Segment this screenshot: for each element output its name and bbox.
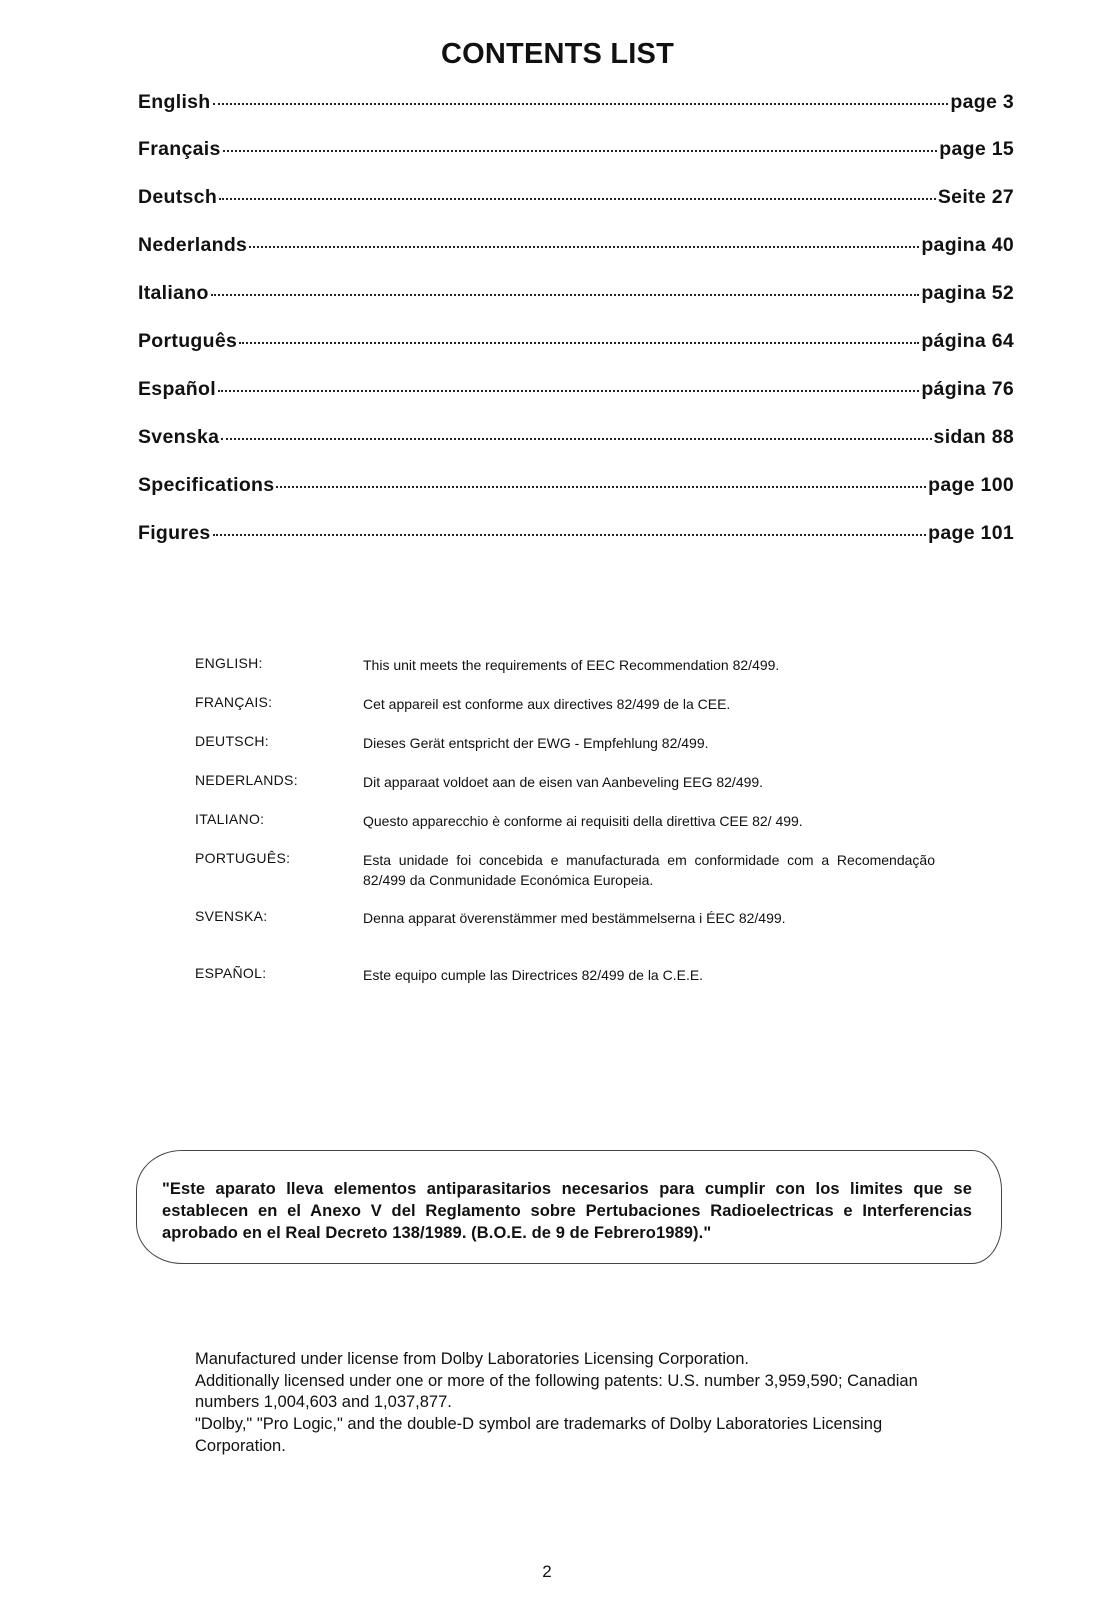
toc-entry-francais [138, 136, 1014, 184]
dot-leader [276, 471, 926, 491]
toc-label: Specifications [138, 473, 275, 496]
declaration-language: NEDERLANDS: [195, 772, 298, 788]
declaration-francais [195, 694, 935, 733]
toc-label: Svenska [138, 425, 220, 448]
toc-page: pagina 52 [921, 282, 1014, 305]
declaration-svenska [195, 908, 935, 965]
declaration-text: Denna apparat överenstämmer med bestämmelserna i ÉEC 82/499. [363, 910, 786, 926]
declaration-language: FRANÇAIS: [195, 694, 273, 710]
toc-label: English [138, 90, 211, 113]
toc-page: página 76 [921, 377, 1014, 400]
declaration-text: Esta unidade foi concebida e manufacturada em conformidade com a Recomendação 82/499 da Conmunidade Económica Europeia. [363, 852, 935, 888]
declaration-nederlands [195, 772, 935, 811]
toc-page: sidan 88 [933, 425, 1014, 448]
toc-label: Français [138, 138, 221, 161]
toc-label: Deutsch [138, 186, 218, 209]
dot-leader [223, 136, 938, 156]
toc-entry-svenska [138, 423, 1014, 471]
toc-label: Nederlands [138, 234, 248, 257]
toc-label: Português [138, 329, 238, 352]
page-number: 2 [542, 1562, 552, 1581]
toc-entry-espanol [138, 375, 1014, 423]
dot-leader [213, 519, 927, 539]
toc-page: page 100 [928, 473, 1014, 496]
spanish-interference-notice: "Este aparato lleva elementos antiparasitarios necesarios para cumplir con los limites que se establecen en el Anexo V del Reglamento sobre Pertubaciones Radioelectricas e Interferencias aprobado en el Real Decreto 138/1989. (B.O.E. de 9 de Febrero1989)." [162, 1180, 972, 1242]
declaration-text: This unit meets the requirements of EEC Recommendation 82/499. [363, 657, 780, 673]
license-line: Additionally licensed under one or more of the following patents: U.S. number 3,959,590; Canadian numbers 1,004,603 and 1,037,877. [195, 1371, 918, 1412]
page-title: CONTENTS LIST [441, 38, 674, 70]
dot-leader [211, 280, 920, 300]
toc-label: Español [138, 377, 216, 400]
declaration-italiano [195, 811, 935, 850]
dot-leader [221, 423, 931, 443]
declaration-text: Cet appareil est conforme aux directives 82/499 de la CEE. [363, 696, 731, 712]
declaration-language: ITALIANO: [195, 811, 265, 827]
compliance-declarations [195, 655, 935, 1004]
toc-page: page 15 [939, 138, 1014, 161]
toc-page: Seite 27 [937, 186, 1014, 209]
toc-page: page 101 [928, 521, 1014, 544]
toc-entry-figures [138, 519, 1014, 567]
toc-page: pagina 40 [921, 234, 1014, 257]
dot-leader [218, 375, 919, 395]
toc-entry-deutsch [138, 184, 1014, 232]
toc-entry-specifications [138, 471, 1014, 519]
declaration-espanol [195, 965, 935, 1004]
declaration-deutsch [195, 733, 935, 772]
toc-label: Italiano [138, 282, 209, 305]
declaration-english [195, 655, 935, 694]
toc-entry-nederlands [138, 232, 1014, 280]
toc-label: Figures [138, 521, 211, 544]
dolby-license-text [195, 1349, 955, 1458]
declaration-language: PORTUGUÊS: [195, 850, 291, 866]
declaration-language: SVENSKA: [195, 908, 268, 924]
declaration-text: Dieses Gerät entspricht der EWG - Empfehlung 82/499. [363, 735, 709, 751]
dot-leader [219, 184, 936, 204]
declaration-language: ESPAÑOL: [195, 965, 267, 981]
dot-leader [239, 327, 919, 347]
dot-leader [213, 88, 949, 108]
declaration-portugues [195, 850, 935, 908]
declaration-text: Questo apparecchio è conforme ai requisiti della direttiva CEE 82/ 499. [363, 813, 803, 829]
license-line: Manufactured under license from Dolby Laboratories Licensing Corporation. [195, 1350, 749, 1368]
toc-page: page 3 [950, 90, 1014, 113]
toc-entry-italiano [138, 280, 1014, 328]
license-line: "Dolby," "Pro Logic," and the double-D symbol are trademarks of Dolby Laboratories Licensing Corporation. [195, 1415, 883, 1455]
contents-list [138, 88, 1014, 567]
dot-leader [249, 232, 919, 252]
declaration-text: Este equipo cumple las Directrices 82/499 de la C.E.E. [363, 967, 704, 983]
toc-entry-english [138, 88, 1014, 136]
toc-page: página 64 [921, 329, 1014, 352]
declaration-language: ENGLISH: [195, 655, 263, 671]
declaration-text: Dit apparaat voldoet aan de eisen van Aanbeveling EEG 82/499. [363, 774, 764, 790]
declaration-language: DEUTSCH: [195, 733, 269, 749]
toc-entry-portugues [138, 327, 1014, 375]
